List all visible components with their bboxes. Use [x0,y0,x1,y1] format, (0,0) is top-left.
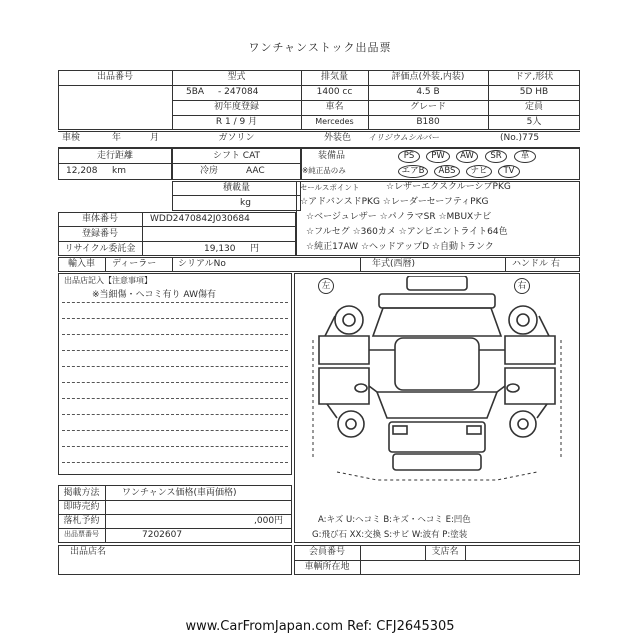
right-front-door-outline [505,368,555,404]
right-rear-door-outline [505,336,555,364]
vin-label: 車体番号 [81,214,118,224]
car-damage-diagram [297,276,579,510]
fuel-value: ガソリン [218,133,255,143]
displacement-value: 1400 cc [316,87,353,97]
capacity-label: 定員 [524,102,543,112]
shift-value: シフト CAT [212,151,261,161]
import-dealer: ディーラー [112,259,157,269]
grade-value: B180 [416,117,440,127]
front-windshield-outline [377,392,497,418]
notes-box [58,273,292,475]
first-reg-label: 初年度登録 [213,102,259,112]
score-label: 評価点(外装,内装) [391,72,465,82]
equip-ps: PS [398,150,420,163]
equipment-label: 装備品 [318,151,346,161]
legend-row-1: A:キズ U:ヘコミ B:キズ・ヘコミ E:凹色 [318,515,471,525]
front-bumper-outline [393,454,481,470]
recycle-unit: 円 [250,244,260,254]
ac-value: AAC [246,166,265,176]
equip-leather: 革 [514,150,536,163]
score-value: 4.5 B [416,87,440,97]
left-front-door-outline [319,368,369,404]
legend-row-2: G:飛び石 XX:交換 S:サビ W:波有 P:塗装 [312,530,468,540]
shop-label: 出品店名 [70,547,107,557]
displacement-label: 排気量 [320,72,348,82]
shaken-label: 車検 [62,133,81,143]
load-label: 積載量 [222,183,250,193]
load-unit: kg [240,198,251,208]
sales-point-line: ☆アドバンスドPKG ☆レーダーセーフティPKG [300,197,489,207]
shaken-year-label: 年 [112,133,122,143]
page-title: ワンチャンストック出品票 [248,41,392,54]
location-label: 車輌所在地 [304,562,350,572]
equip-tv: TV [498,165,520,178]
sales-points-label: セールスポイント [300,183,360,192]
first-reg-value: R 1 / 9 月 [215,117,258,127]
mirror-icon [507,384,519,392]
left-side-label: 左 [318,278,334,294]
ac-label: 冷房 [200,166,219,176]
recycle-value: 19,130 [204,244,236,254]
mileage-value: 12,208 [66,166,98,176]
trunk-outline [407,276,467,290]
recycle-label: リサイクル委託金 [64,244,136,254]
ticket-label: 出品票番号 [64,530,99,538]
import-label: 輸入車 [67,259,95,269]
rear-bumper-outline [379,294,495,308]
model-label: 型式 [227,72,246,82]
equip-abs: ABS [434,165,460,178]
color-value: イリジウムシルバー [368,133,440,142]
car-name-value: Mercedes [315,117,354,126]
import-year-label: 年式(西暦) [372,259,416,269]
car-name-label: 車名 [325,102,344,112]
tire-icon [338,411,364,437]
roof-outline [395,338,479,390]
color-code: (No.)775 [500,133,540,143]
door-label: ドア,形状 [514,72,554,82]
reserve-label: 落札予約 [63,516,100,526]
mileage-label: 走行距離 [96,151,133,161]
reg-label: 登録番号 [81,229,118,239]
equip-airbag: エアB [398,165,428,178]
equip-pw: PW [426,150,450,163]
instant-label: 即時売約 [63,502,100,512]
sales-point-line: ☆レザーエクスクルーシブPKG [386,182,511,192]
notes-line: ※当細傷・ヘコミ有り AW傷有 [92,290,216,300]
shaken-month-label: 月 [150,133,160,143]
import-serial: シリアルNo [178,259,226,269]
vin-value: WDD2470842J030684 [150,214,250,224]
method-label: 掲載方法 [63,488,100,498]
sales-point-line: ☆フルセグ ☆360カメ ☆アンビエントライト64色 [306,227,508,237]
tire-icon [335,306,363,334]
equip-navi: ナビ [466,165,492,178]
ticket-value: 7202607 [142,530,183,540]
member-label: 会員番号 [308,547,345,557]
grade-label: グレード [409,102,446,112]
watermark: www.CarFromJapan.com Ref: CFJ2645305 [185,619,455,634]
equipment-sub: ※純正品のみ [302,166,346,175]
door-value: 5D HB [519,87,549,97]
method-value: ワンチャンス価格(車両価格) [122,488,237,498]
mirror-icon [355,384,367,392]
tire-icon [509,306,537,334]
branch-label: 支店名 [431,547,459,557]
lot-label: 出品番号 [96,72,133,82]
headlight-icon [467,426,481,434]
sales-point-line: ☆ベージュレザー ☆パノラマSR ☆MBUXナビ [306,212,492,222]
tire-icon [510,411,536,437]
model-code: - 247084 [218,87,259,97]
mileage-unit: km [112,166,126,176]
headlight-icon [393,426,407,434]
equip-sr: SR [485,150,507,163]
color-label: 外装色 [324,133,352,143]
sales-point-line: ☆純正17AW ☆ヘッドアップD ☆自動トランク [306,242,494,252]
right-side-label: 右 [514,278,530,294]
model-prefix: 5BA [186,87,205,97]
handle-value: ハンドル 右 [512,259,560,269]
price-value: ,000円 [254,516,284,526]
left-rear-door-outline [319,336,369,364]
rear-windshield-outline [373,308,501,336]
notes-title: 出品店記入【注意事項】 [64,276,152,285]
equip-aw: AW [456,150,478,163]
capacity-value: 5人 [526,117,542,127]
